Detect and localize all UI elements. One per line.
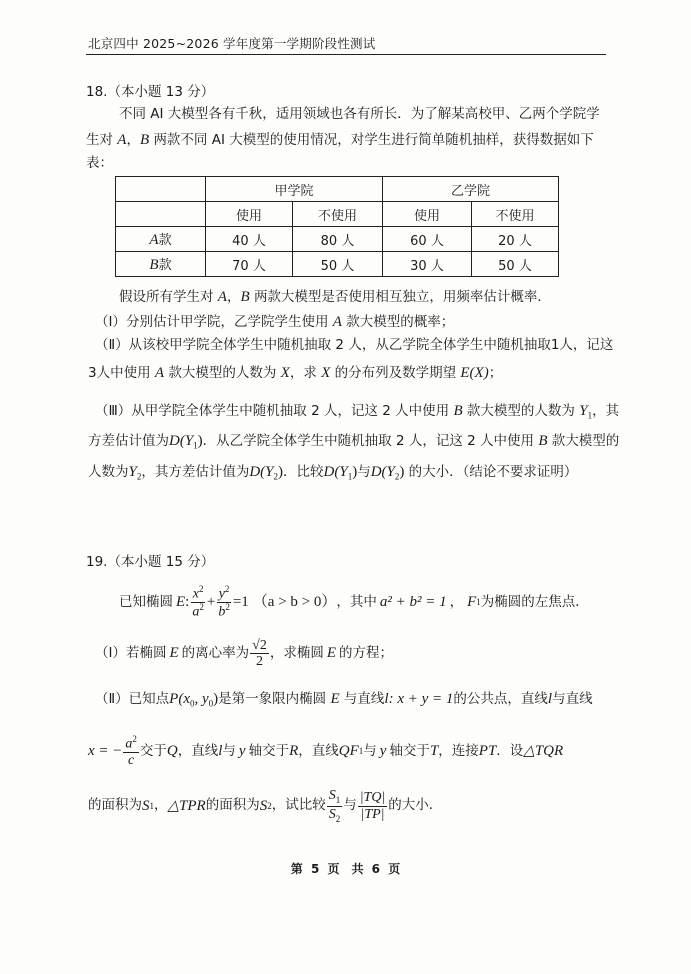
table-empty-cell xyxy=(116,202,206,227)
text: 款 xyxy=(158,258,172,273)
table-cell: 50 人 xyxy=(293,252,383,277)
q18-assumption xyxy=(119,290,551,305)
text: ， xyxy=(126,132,140,148)
q18-part1 xyxy=(95,315,454,330)
q18-part3-line2 xyxy=(88,434,619,451)
var-E: E xyxy=(330,691,340,707)
text: , y xyxy=(194,691,209,707)
var-X: X xyxy=(321,365,331,381)
fraction-TQ-over-TP xyxy=(358,790,388,822)
text: 3人中使用 xyxy=(88,365,151,381)
var-A: A xyxy=(117,132,127,148)
line-l: l xyxy=(547,691,553,707)
text: ，试比较 xyxy=(271,797,326,814)
var-B: B xyxy=(139,132,150,148)
table-header-row xyxy=(116,177,559,202)
q18-part2-line2 xyxy=(88,366,502,381)
subscript: 1 xyxy=(476,597,481,608)
var-A: A xyxy=(217,289,227,305)
text: ) xyxy=(399,464,405,480)
text: ， xyxy=(154,797,168,814)
text: 的离心率为 xyxy=(181,645,250,662)
q19-intro xyxy=(119,585,589,620)
table-cell: 70 人 xyxy=(206,252,293,277)
table-row-label xyxy=(116,227,206,252)
table-subheader: 不使用 xyxy=(472,202,559,227)
var-a: a xyxy=(192,604,200,620)
text: （Ⅱ）已知点 xyxy=(95,691,170,707)
text: ) xyxy=(197,433,203,449)
var-x: x xyxy=(192,586,199,602)
table-group-header: 甲学院 xyxy=(206,177,383,202)
subscript: 0 xyxy=(189,698,195,709)
q19-part2-line2 xyxy=(88,735,563,768)
q18-part3-line3 xyxy=(88,465,577,482)
q18-part2-line1: （Ⅱ）从该校甲学院全体学生中随机抽取 2 人，从乙学院全体学生中随机抽取1人，记这 xyxy=(95,337,614,353)
text: ) xyxy=(352,464,358,480)
var-Y1: Y xyxy=(579,403,588,419)
exponent: 2 xyxy=(132,734,137,744)
text: : xyxy=(185,594,190,611)
text: =1 xyxy=(232,594,249,611)
q19-part1 xyxy=(95,638,393,670)
text: 与 xyxy=(357,464,371,480)
text: 已知椭圆 xyxy=(119,593,173,610)
text: 的方程； xyxy=(339,645,394,662)
expectation-EX: E(X) xyxy=(460,365,489,381)
subscript: 1 xyxy=(358,746,364,757)
fraction-y2-b2 xyxy=(216,585,232,620)
table-subheader-row xyxy=(116,202,559,227)
length-TQ: |TQ| xyxy=(359,790,386,806)
q18-points: （本小题 13 分） xyxy=(107,84,215,100)
var-y: y xyxy=(218,586,225,602)
exponent: 2 xyxy=(198,584,204,594)
point-T: T xyxy=(429,743,439,760)
var-E: E xyxy=(176,594,186,611)
variance-DY1: D(Y xyxy=(323,464,348,480)
text: 与 xyxy=(343,797,357,814)
fraction-x2-a2 xyxy=(190,585,206,620)
text: ， xyxy=(226,289,241,305)
subscript: 2 xyxy=(267,800,272,811)
q19-number: 19. xyxy=(86,554,108,570)
text: ．比较 xyxy=(283,464,324,480)
var-A: A xyxy=(332,314,342,330)
var-F1: F xyxy=(467,594,477,611)
text: ，连接 xyxy=(438,742,479,759)
text: ．从乙学院全体学生中随机抽取 2 人，记这 2 人中使用 xyxy=(202,433,535,449)
text: 与 xyxy=(222,742,236,759)
text: 款大模型的概率； xyxy=(346,314,455,330)
sqrt-2: √2 xyxy=(252,638,267,653)
text: 款大模型的人数为 xyxy=(168,365,277,381)
var-B: B xyxy=(453,403,463,419)
text: （Ⅰ）若椭圆 xyxy=(95,645,167,662)
q18-title xyxy=(86,80,214,100)
q18-intro-line3: 表： xyxy=(86,155,113,171)
text: + xyxy=(206,594,216,611)
var-A: A xyxy=(149,232,159,248)
var-Y2: Y xyxy=(128,464,137,480)
text: 款 xyxy=(158,233,172,248)
line-l: l xyxy=(384,691,389,707)
q18-intro-line1: 不同 AI 大模型各有千秋，适用领域也各有所长．为了解某高校甲、乙两个学院学 xyxy=(119,106,600,122)
var-b: b xyxy=(218,604,226,620)
text: 的公共点，直线 xyxy=(453,691,548,707)
text: ，直线 xyxy=(298,742,339,759)
header-divider xyxy=(86,54,606,55)
page-footer: 第 5 页 共 6 页 xyxy=(290,862,401,876)
exponent: 2 xyxy=(224,584,230,594)
fraction-a2-over-c xyxy=(123,735,139,768)
var-E: E xyxy=(169,645,179,662)
text: 款大模型的 xyxy=(551,433,620,449)
subscript: 1 xyxy=(347,471,353,482)
table-cell: 20 人 xyxy=(472,227,559,252)
text: ) xyxy=(213,691,219,707)
subscript: 2 xyxy=(335,813,341,824)
table-subheader: 不使用 xyxy=(293,202,383,227)
var-c: c xyxy=(128,753,135,769)
text: 为椭圆的左焦点． xyxy=(480,593,589,610)
subscript: 2 xyxy=(394,471,400,482)
q18-number: 18. xyxy=(86,84,108,100)
table-cell: 80 人 xyxy=(293,227,383,252)
text: 轴交于 xyxy=(248,742,290,759)
point-Q: Q xyxy=(166,743,178,760)
table-cell: 30 人 xyxy=(383,252,472,277)
text: 的面积为 xyxy=(205,797,260,814)
text: 与 xyxy=(363,742,377,759)
q19-points: （本小题 15 分） xyxy=(107,554,215,570)
text: ， xyxy=(449,593,464,610)
subscript: 0 xyxy=(208,698,214,709)
text: ； xyxy=(488,365,503,381)
triangle-TQR: △TQR xyxy=(523,743,564,760)
equation-line-l: : x + y = 1 xyxy=(388,691,454,707)
point-R: R xyxy=(289,743,299,760)
text: ) xyxy=(278,464,284,480)
fraction-S1-over-S2 xyxy=(327,788,343,824)
var-a: a xyxy=(125,736,133,752)
text: 交于 xyxy=(139,742,167,759)
text: 的大小．（结论不要求证明） xyxy=(408,464,578,480)
text: 与直线 xyxy=(552,691,593,707)
variance-DY2: D(Y xyxy=(249,464,274,480)
text: 是第一象限内椭圆 xyxy=(218,691,327,707)
text: 的分布列及数学期望 xyxy=(334,365,457,381)
variance-DY1: D(Y xyxy=(169,433,194,449)
table-row-label xyxy=(116,252,206,277)
equation-a2-b2: a² + b² = 1 xyxy=(379,594,447,611)
text: ，求 xyxy=(289,365,317,381)
text: 两款不同 AI 大模型的使用情况，对学生进行简单随机抽样，获得数据如下 xyxy=(153,132,594,148)
line-l: l xyxy=(218,743,223,760)
text: （Ⅰ）分别估计甲学院，乙学院学生使用 xyxy=(95,314,329,330)
var-E: E xyxy=(326,645,337,662)
q19-part2-line1 xyxy=(95,692,593,709)
var-B: B xyxy=(149,257,159,273)
fraction-sqrt2-over-2 xyxy=(250,638,269,670)
var-y: y xyxy=(238,743,246,760)
subscript: 1 xyxy=(193,440,198,451)
subscript: 1 xyxy=(149,800,154,811)
var-A: A xyxy=(154,365,165,381)
text: 的面积为 xyxy=(88,797,142,814)
variance-DY2: D(Y xyxy=(370,464,395,480)
q19-title xyxy=(86,550,214,570)
text: 轴交于 xyxy=(389,742,430,759)
text: 2 xyxy=(256,654,263,670)
var-X: X xyxy=(280,365,290,381)
text: ，其 xyxy=(592,403,620,419)
text: 与直线 xyxy=(343,691,385,707)
var-S2: S xyxy=(259,797,268,814)
subscript: 2 xyxy=(136,471,142,482)
table-subheader: 使用 xyxy=(383,202,472,227)
text: ，其中 xyxy=(336,593,377,610)
exponent: 2 xyxy=(225,602,230,613)
text: 生对 xyxy=(86,132,113,148)
segment-PT: PT xyxy=(478,743,497,760)
var-S1: S xyxy=(142,797,150,814)
table-cell: 50 人 xyxy=(472,252,559,277)
triangle-TPR: △TPR xyxy=(167,797,206,814)
exam-header: 北京四中 2025~2026 学年度第一学期阶段性测试 xyxy=(88,36,376,51)
subscript: 1 xyxy=(335,794,341,805)
condition: （a > b > 0） xyxy=(252,594,337,611)
q18-part3-line1 xyxy=(95,404,619,421)
var-B: B xyxy=(538,433,548,449)
point-P: P(x xyxy=(169,691,190,707)
text: （Ⅲ）从甲学院全体学生中随机抽取 2 人，记这 2 人中使用 xyxy=(95,403,450,419)
text: 两款大模型是否使用相互独立，用频率估计概率． xyxy=(253,289,551,305)
usage-table xyxy=(115,176,559,277)
table-corner-cell xyxy=(116,177,206,202)
table-row xyxy=(116,227,559,252)
equation-x: x = − xyxy=(88,743,123,760)
table-subheader: 使用 xyxy=(206,202,293,227)
var-S2: S xyxy=(328,806,336,822)
text: ，求椭圆 xyxy=(269,645,324,662)
table-cell: 40 人 xyxy=(206,227,293,252)
line-QF1: QF xyxy=(338,743,359,760)
text: ，其方差估计值为 xyxy=(141,464,250,480)
subscript: 1 xyxy=(587,410,593,421)
q18-intro-line2 xyxy=(86,133,594,148)
var-S1: S xyxy=(328,788,336,803)
exponent: 2 xyxy=(199,602,204,613)
text: 假设所有学生对 xyxy=(119,289,214,305)
text: 人数为 xyxy=(88,464,129,480)
length-TP: |TP| xyxy=(360,806,385,822)
text: 款大模型的人数为 xyxy=(466,403,575,419)
text: 的大小． xyxy=(388,797,443,814)
table-cell: 60 人 xyxy=(383,227,472,252)
var-B: B xyxy=(240,289,250,305)
subscript: 2 xyxy=(273,471,279,482)
table-row xyxy=(116,252,559,277)
text: 方差估计值为 xyxy=(88,433,169,449)
text: ．设 xyxy=(496,742,524,759)
table-group-header: 乙学院 xyxy=(383,177,559,202)
q19-part2-line3 xyxy=(88,788,442,824)
var-y: y xyxy=(379,743,387,760)
text: ，直线 xyxy=(177,742,219,759)
